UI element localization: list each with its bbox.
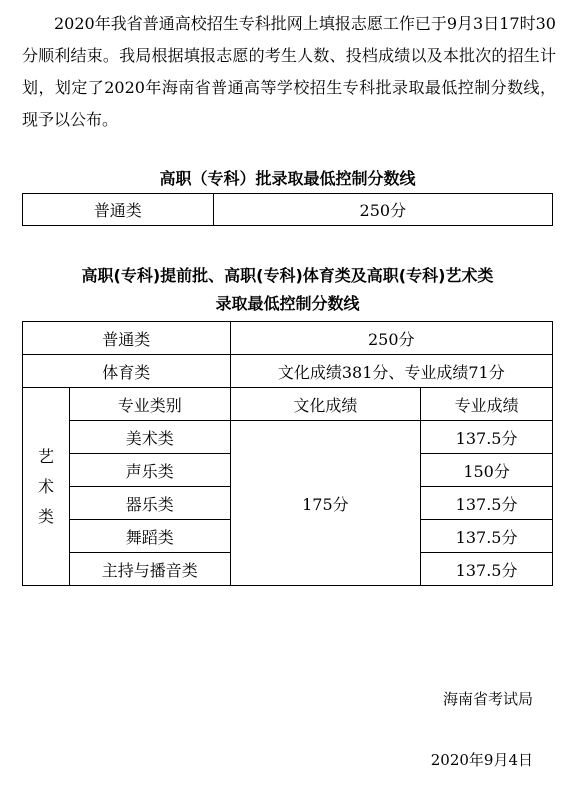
section1-title: 高职（专科）批录取最低控制分数线 <box>159 169 416 188</box>
arts-major-score: 137.5分 <box>421 421 553 454</box>
table-row <box>23 322 553 355</box>
table-row <box>23 194 553 226</box>
arts-label-char: 类 <box>37 506 54 526</box>
arts-major-score: 137.5分 <box>421 553 553 586</box>
arts-major-score: 150分 <box>421 454 553 487</box>
arts-culture-score: 175分 <box>230 421 421 586</box>
intro-paragraph: 2020年我省普通高校招生专科批网上填报志愿工作已于9月3日17时30分顺利结束。我局根据填报志愿的考生人数、投档成绩以及本批次的招生计划，划定了2020年海南省普通高等学校招生专科批录取最低控制分数线，现予以公布。 <box>22 14 556 129</box>
arts-category: 器乐类 <box>69 487 230 520</box>
section2-title-line2: 录取最低控制分数线 <box>215 294 360 313</box>
general-category-label: 普通类 <box>23 194 214 226</box>
header-major: 专业成绩 <box>421 388 553 421</box>
table-row <box>23 421 553 454</box>
table-row <box>23 355 553 388</box>
arts-major-score: 137.5分 <box>421 487 553 520</box>
arts-category: 美术类 <box>69 421 230 454</box>
arts-category: 舞蹈类 <box>69 520 230 553</box>
general-score: 250分 <box>230 322 552 355</box>
header-culture: 文化成绩 <box>230 388 421 421</box>
arts-label-char: 艺 <box>37 446 54 466</box>
arts-category: 主持与播音类 <box>69 553 230 586</box>
sports-score: 文化成绩381分、专业成绩71分 <box>230 355 552 388</box>
arts-label-char: 术 <box>37 476 54 496</box>
general-label: 普通类 <box>23 322 231 355</box>
table-row <box>23 388 553 421</box>
issue-date: 2020年9月4日 <box>430 751 533 769</box>
special-batch-score-table <box>22 193 553 226</box>
arts-major-score: 137.5分 <box>421 520 553 553</box>
issuer: 海南省考试局 <box>442 690 533 708</box>
advance-sports-arts-score-table <box>22 321 553 586</box>
general-category-score: 250分 <box>213 194 552 226</box>
header-category: 专业类别 <box>69 388 230 421</box>
sports-label: 体育类 <box>23 355 231 388</box>
arts-category: 声乐类 <box>69 454 230 487</box>
section2-title-line1: 高职(专科)提前批、高职(专科)体育类及高职(专科)艺术类 <box>81 266 494 285</box>
arts-label <box>23 388 70 586</box>
